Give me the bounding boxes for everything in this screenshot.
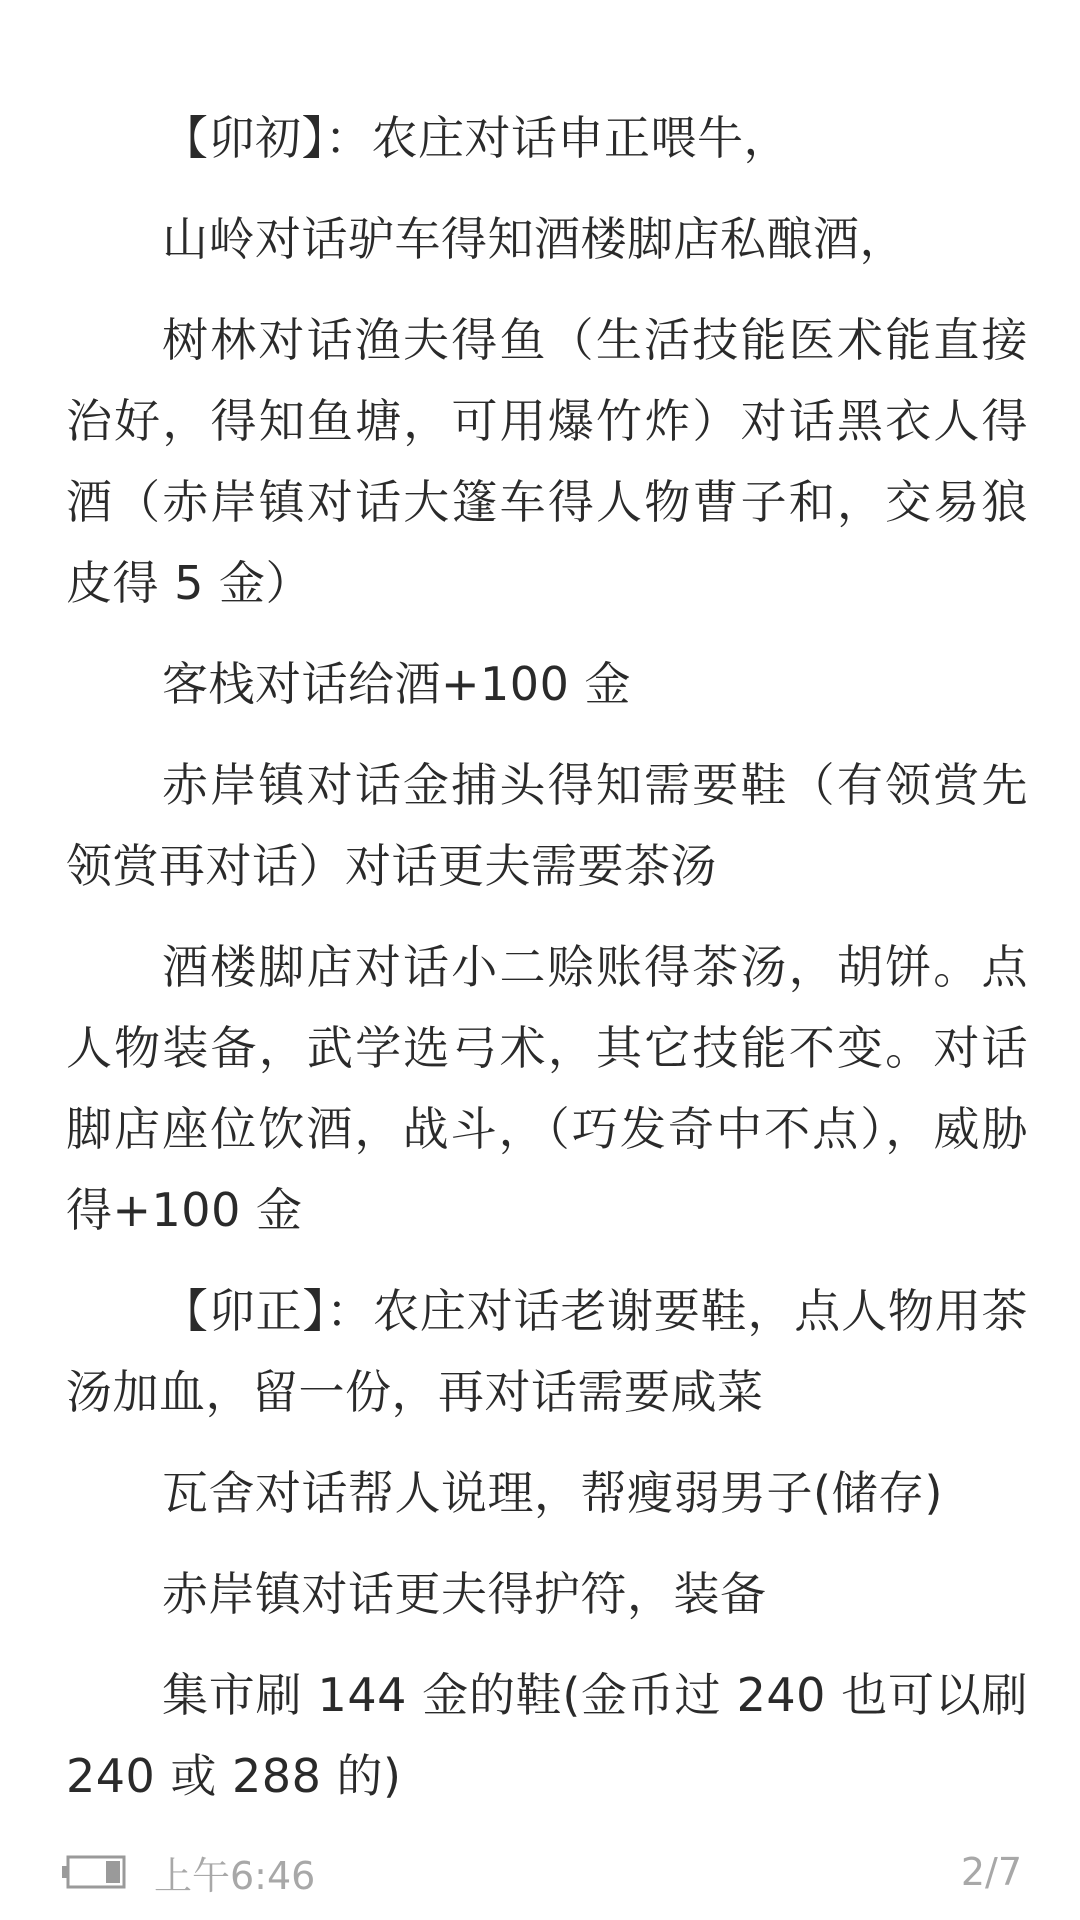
page-indicator: 2/7	[960, 1850, 1022, 1894]
paragraph: 酒楼脚店对话小二赊账得茶汤，胡饼。点人物装备，武学选弓术，其它技能不变。对话脚店座位饮酒，战斗，（巧发奇中不点），威胁得+100 金	[66, 940, 1028, 1237]
paragraph: 赤岸镇对话更夫得护符，装备	[162, 1567, 767, 1621]
paragraph: 【卯正】：农庄对话老谢要鞋，点人物用茶汤加血，留一份，再对话需要咸菜	[66, 1284, 1028, 1419]
paragraph: 集市刷 144 金的鞋(金币过 240 也可以刷 240 或 288 的)	[66, 1668, 1028, 1803]
paragraph: 瓦舍对话帮人说理，帮瘦弱男子(储存)	[162, 1466, 943, 1520]
paragraph: 赤岸镇对话金捕头得知需要鞋（有领赏先领赏再对话）对话更夫需要茶汤	[66, 758, 1028, 893]
paragraph: 山岭对话驴车得知酒楼脚店私酿酒，	[162, 212, 906, 266]
paragraph: 树林对话渔夫得鱼（生活技能医术能直接治好，得知鱼塘，可用爆竹炸）对话黑衣人得酒（赤岸镇对话大篷车得人物曹子和，交易狼皮得 5 金）	[66, 313, 1028, 610]
paragraph: 【卯初】：农庄对话申正喂牛，	[162, 111, 790, 165]
battery-icon	[62, 1855, 128, 1889]
reader-status-bar	[62, 1846, 1022, 1898]
clock-time: 上午6:46	[154, 1853, 316, 1898]
reader-content[interactable]	[66, 98, 1028, 1837]
paragraph: 客栈对话给酒+100 金	[162, 657, 631, 711]
